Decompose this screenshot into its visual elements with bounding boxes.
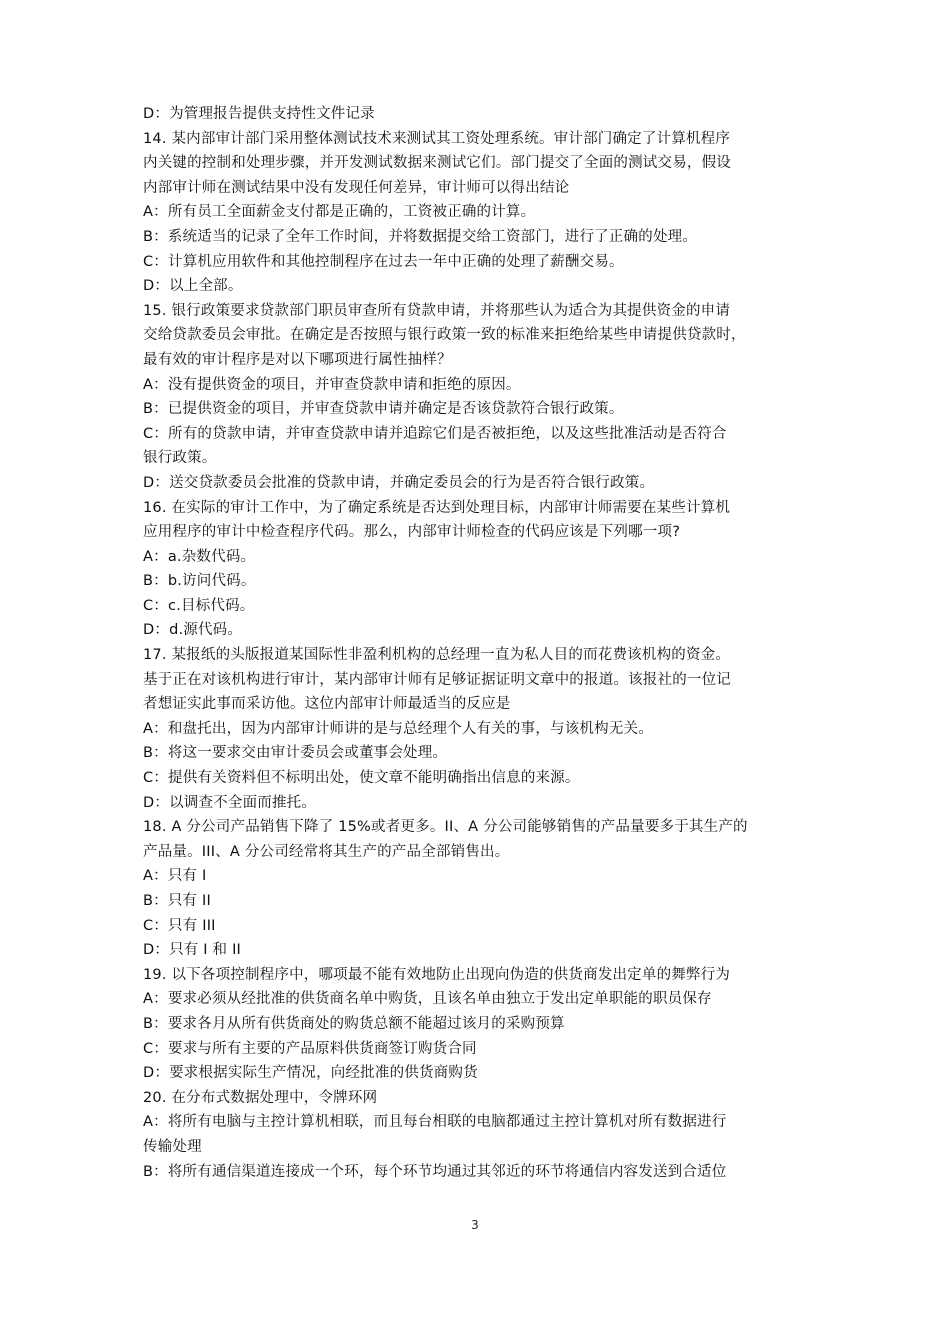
text-line: B：只有 II [143,893,212,909]
text-line: 交给贷款委员会审批。在确定是否按照与银行政策一致的标准来拒绝给某些申请提供贷款时， [143,327,746,344]
text-line: A：要求必须从经批准的供货商名单中购货，且该名单由独立于发出定单职能的职员保存 [143,991,712,1008]
text-line: C：提供有关资料但不标明出处，使文章不能明确指出信息的来源。 [143,770,580,787]
text-line: A：将所有电脑与主控计算机相联，而且每台相联的电脑都通过主控计算机对所有数据进行 [143,1114,727,1131]
text-line: 基于正在对该机构进行审计，某内部审计师有足够证据证明文章中的报道。该报社的一位记 [143,671,731,688]
text-line: D：d.源代码。 [143,622,243,639]
text-line: D：以调查不全面而推托。 [143,794,317,811]
text-line: B：将这一要求交由审计委员会或董事会处理。 [143,745,448,762]
text-line: 者想证实此事而采访他。这位内部审计师最适当的反应是 [143,696,511,713]
page-number: 3 [471,1218,479,1232]
text-line: B：系统适当的记录了全年工作时间，并将数据提交给工资部门，进行了正确的处理。 [143,228,698,245]
text-line: C：计算机应用软件和其他控制程序在过去一年中正确的处理了薪酬交易。 [143,253,624,270]
text-line: D：要求根据实际生产情况，向经批准的供货商购货 [143,1065,478,1082]
text-line: D：只有 I 和 II [143,942,242,959]
text-line: 最有效的审计程序是对以下哪项进行属性抽样？ [143,351,452,368]
text-line: 14. 某内部审计部门采用整体测试技术来测试其工资处理系统。审计部门确定了计算机程序 [143,130,731,147]
text-line: A：a.杂数代码。 [143,548,256,565]
text-line: 产品量。III、A 分公司经常将其生产的产品全部销售出。 [143,843,510,860]
text-line: C：c.目标代码。 [143,597,255,614]
text-line: B：要求各月从所有供货商处的购货总额不能超过该月的采购预算 [143,1015,565,1032]
text-line: 传输处理 [143,1138,202,1155]
text-line: C：要求与所有主要的产品原料供货商签订购货合同 [143,1040,477,1057]
text-line: D：送交贷款委员会批准的贷款申请，并确定委员会的行为是否符合银行政策。 [143,474,655,491]
text-line: C：只有 III [143,917,216,934]
text-line: 17. 某报纸的头版报道某国际性非盈利机构的总经理一直为私人目的而花费该机构的资金。 [143,647,731,664]
text-line: B：将所有通信渠道连接成一个环，每个环节均通过其邻近的环节将通信内容发送到合适位 [143,1163,727,1180]
text-line: 银行政策。 [143,450,217,467]
text-line: A：只有 I [143,868,207,885]
text-line: D：为管理报告提供支持性文件记录 [143,106,375,122]
text-line: 15. 银行政策要求贷款部门职员审查所有贷款申请，并将那些认为适合为其提供资金的申请 [143,302,731,319]
text-line: A：没有提供资金的项目，并审查贷款申请和拒绝的原因。 [143,376,521,393]
text-line: C：所有的贷款申请，并审查贷款申请并追踪它们是否被拒绝，以及这些批准活动是否符合 [143,425,727,442]
text-line: A：所有员工全面薪金支付都是正确的，工资被正确的计算。 [143,204,536,221]
text-line: 内关键的控制和处理步骤，并开发测试数据来测试它们。部门提交了全面的测试交易，假设 [143,155,731,172]
text-line: D：以上全部。 [143,278,243,295]
text-line: 20. 在分布式数据处理中，令牌环网 [143,1089,378,1106]
text-line: 应用程序的审计中检查程序代码。那么，内部审计师检查的代码应该是下列哪一项? [143,524,681,541]
text-line: 内部审计师在测试结果中没有发现任何差异，审计师可以得出结论 [143,179,570,196]
text-line: 18. A 分公司产品销售下降了 15%或者更多。II、A 分公司能够销售的产品量要多于其生产的 [143,819,748,836]
text-line: A：和盘托出，因为内部审计师讲的是与总经理个人有关的事，与该机构无关。 [143,720,653,737]
document-body [143,102,833,1184]
text-line: 19. 以下各项控制程序中，哪项最不能有效地防止出现向伪造的供货商发出定单的舞弊行为 [143,966,731,983]
text-line: B：已提供资金的项目，并审查贷款申请并确定是否该贷款符合银行政策。 [143,401,624,418]
text-line: 16. 在实际的审计工作中，为了确定系统是否达到处理目标，内部审计师需要在某些计算机 [143,499,731,516]
text-line: B：b.访问代码。 [143,573,256,590]
